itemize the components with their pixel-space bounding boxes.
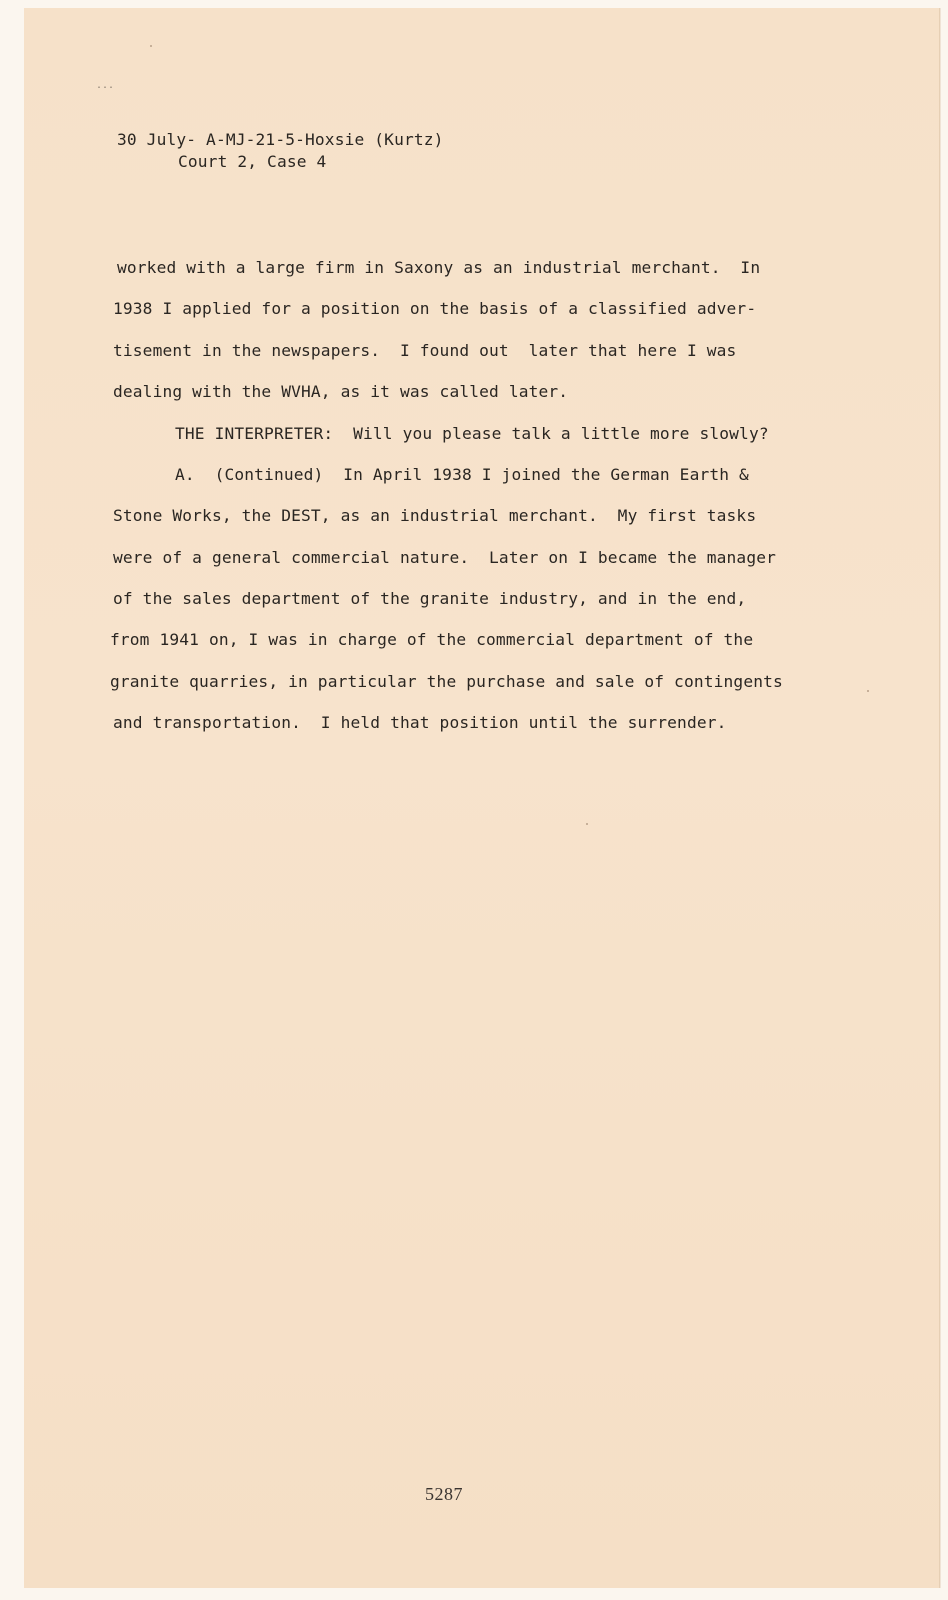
testimony-line: and transportation. I held that position until the surrender. [113,713,727,732]
testimony-line: A. (Continued) In April 1938 I joined the German Earth & [175,465,749,484]
testimony-line: Stone Works, the DEST, as an industrial merchant. My first tasks [113,506,757,525]
interpreter-remark: THE INTERPRETER: Will you please talk a little more slowly? [175,424,769,443]
paper-speck [867,690,869,692]
corner-mark: ... [96,80,115,91]
header-court-case: Court 2, Case 4 [178,152,327,171]
paper-speck [150,45,152,47]
testimony-line: were of a general commercial nature. Later on I became the manager [113,548,777,567]
testimony-line: 1938 I applied for a position on the basis of a classified adver- [113,299,757,318]
testimony-line: dealing with the WVHA, as it was called later. [113,382,569,401]
testimony-line: from 1941 on, I was in charge of the commercial department of the [110,630,754,649]
header-date-reference: 30 July- A-MJ-21-5-Hoxsie (Kurtz) [117,130,444,149]
document-page [24,8,940,1588]
paper-speck [586,823,588,825]
page-number: 5287 [425,1484,463,1504]
testimony-line: of the sales department of the granite industry, and in the end, [113,589,747,608]
testimony-line: tisement in the newspapers. I found out later that here I was [113,341,737,360]
testimony-line: granite quarries, in particular the purchase and sale of contingents [110,672,783,691]
testimony-line: worked with a large firm in Saxony as an industrial merchant. In [117,258,761,277]
